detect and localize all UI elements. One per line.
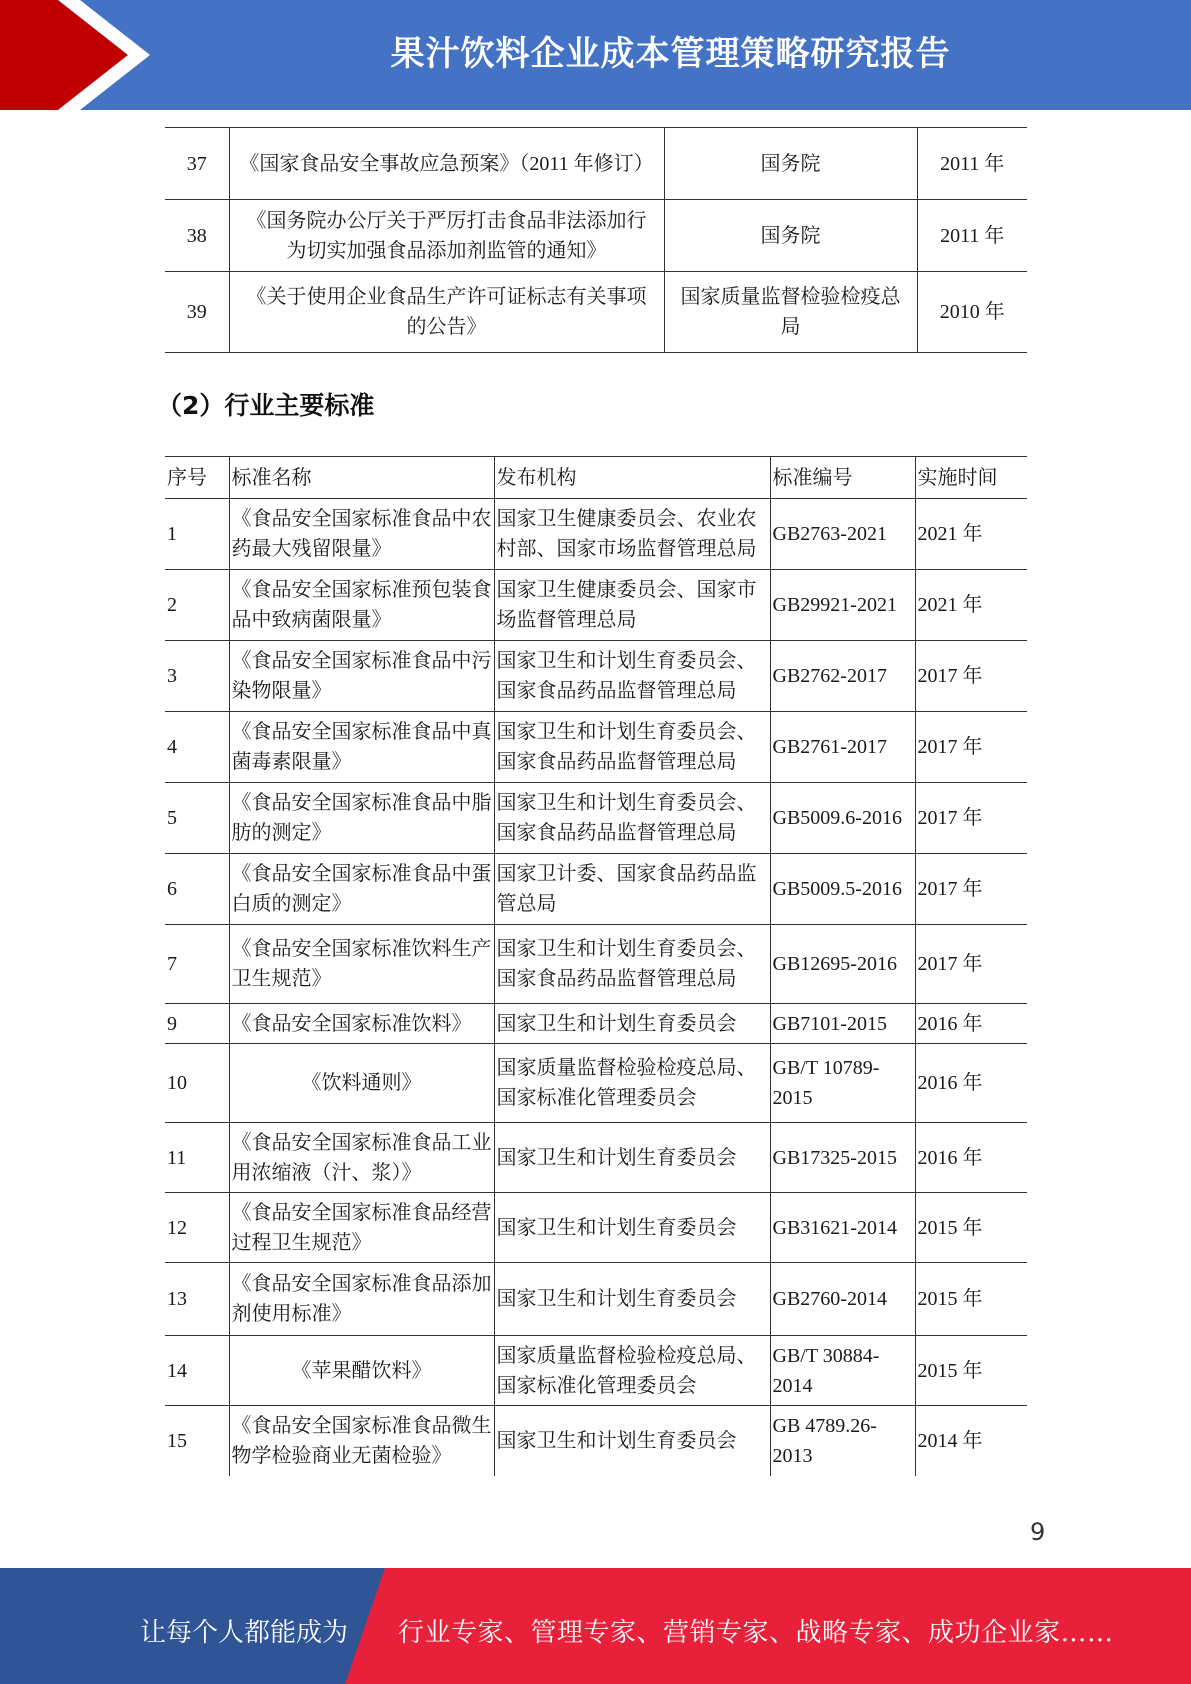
row-code: GB2760-2014 [770, 1263, 915, 1336]
row-code: GB 4789.26-2013 [770, 1406, 915, 1476]
row-name: 《食品安全国家标准食品添加剂使用标准》 [229, 1263, 494, 1336]
row-name: 《食品安全国家标准食品中污染物限量》 [229, 641, 494, 712]
row-date: 2021 年 [915, 499, 1027, 570]
header-no: 序号 [165, 457, 229, 499]
row-org: 国家卫生和计划生育委员会、国家食品药品监督管理总局 [494, 712, 770, 783]
row-name: 《食品安全国家标准食品微生物学检验商业无菌检验》 [229, 1406, 494, 1476]
row-code: GB7101-2015 [770, 1004, 915, 1044]
table-row [165, 854, 1027, 925]
row-no: 9 [165, 1004, 229, 1044]
row-date: 2016 年 [915, 1123, 1027, 1193]
row-org: 国家卫生健康委员会、农业农村部、国家市场监督管理总局 [494, 499, 770, 570]
row-org: 国家卫生和计划生育委员会 [494, 1193, 770, 1263]
row-code: GB5009.5-2016 [770, 854, 915, 925]
row-name: 《食品安全国家标准食品中脂肪的测定》 [229, 783, 494, 854]
row-date: 2017 年 [915, 641, 1027, 712]
table-row [165, 925, 1027, 1004]
row-code: GB2761-2017 [770, 712, 915, 783]
row-name: 《关于使用企业食品生产许可证标志有关事项的公告》 [229, 272, 664, 353]
row-code: GB29921-2021 [770, 570, 915, 641]
row-date: 2015 年 [915, 1336, 1027, 1406]
row-no: 7 [165, 925, 229, 1004]
row-date: 2017 年 [915, 783, 1027, 854]
table-row [165, 1123, 1027, 1193]
row-name: 《国务院办公厅关于严厉打击食品非法添加行为切实加强食品添加剂监管的通知》 [229, 200, 664, 272]
row-org: 国家卫生和计划生育委员会 [494, 1406, 770, 1476]
row-no: 11 [165, 1123, 229, 1193]
row-org: 国家卫生和计划生育委员会 [494, 1123, 770, 1193]
row-no: 10 [165, 1044, 229, 1123]
row-date: 2017 年 [915, 712, 1027, 783]
section-title: （2）行业主要标准 [157, 391, 375, 420]
row-name: 《食品安全国家标准饮料》 [229, 1004, 494, 1044]
header-org: 发布机构 [494, 457, 770, 499]
table-row [165, 1263, 1027, 1336]
table-row [165, 200, 1027, 272]
row-date: 2017 年 [915, 925, 1027, 1004]
header-code: 标准编号 [770, 457, 915, 499]
row-no: 4 [165, 712, 229, 783]
row-org: 国家卫生和计划生育委员会、国家食品药品监督管理总局 [494, 641, 770, 712]
row-org: 国务院 [664, 128, 917, 200]
row-code: GB5009.6-2016 [770, 783, 915, 854]
row-org: 国家卫生和计划生育委员会、国家食品药品监督管理总局 [494, 783, 770, 854]
row-org: 国务院 [664, 200, 917, 272]
table-row [165, 1336, 1027, 1406]
table-row [165, 1406, 1027, 1476]
footer-left-text: 让每个人都能成为 [140, 1618, 349, 1648]
header-name: 标准名称 [229, 457, 494, 499]
page-number: 9 [1030, 1518, 1046, 1546]
row-code: GB/T 10789-2015 [770, 1044, 915, 1123]
row-date: 2017 年 [915, 854, 1027, 925]
row-year: 2011 年 [917, 200, 1027, 272]
row-code: GB2763-2021 [770, 499, 915, 570]
regulations-table [165, 127, 1027, 353]
table-row [165, 1193, 1027, 1263]
row-name: 《食品安全国家标准食品中真菌毒素限量》 [229, 712, 494, 783]
row-date: 2016 年 [915, 1004, 1027, 1044]
table-row [165, 641, 1027, 712]
header-date: 实施时间 [915, 457, 1027, 499]
row-no: 39 [165, 272, 229, 353]
row-no: 6 [165, 854, 229, 925]
row-code: GB/T 30884-2014 [770, 1336, 915, 1406]
row-name: 《食品安全国家标准饮料生产卫生规范》 [229, 925, 494, 1004]
row-no: 38 [165, 200, 229, 272]
row-no: 12 [165, 1193, 229, 1263]
table-row [165, 1044, 1027, 1123]
row-no: 2 [165, 570, 229, 641]
table-row [165, 783, 1027, 854]
table-row [165, 1004, 1027, 1044]
row-date: 2021 年 [915, 570, 1027, 641]
row-org: 国家卫生和计划生育委员会 [494, 1004, 770, 1044]
row-no: 1 [165, 499, 229, 570]
row-no: 3 [165, 641, 229, 712]
row-no: 37 [165, 128, 229, 200]
row-org: 国家质量监督检验检疫总局 [664, 272, 917, 353]
table-row [165, 272, 1027, 353]
footer-right-text: 行业专家、管理专家、营销专家、战略专家、成功企业家…… [398, 1618, 1114, 1648]
row-date: 2014 年 [915, 1406, 1027, 1476]
row-date: 2016 年 [915, 1044, 1027, 1123]
row-name: 《食品安全国家标准预包装食品中致病菌限量》 [229, 570, 494, 641]
table-row [165, 499, 1027, 570]
row-no: 15 [165, 1406, 229, 1476]
row-date: 2015 年 [915, 1263, 1027, 1336]
standards-table [165, 456, 1027, 1476]
table-header-row [165, 457, 1027, 499]
row-code: GB2762-2017 [770, 641, 915, 712]
row-year: 2010 年 [917, 272, 1027, 353]
table-row [165, 128, 1027, 200]
row-name: 《苹果醋饮料》 [229, 1336, 494, 1406]
row-name: 《食品安全国家标准食品经营过程卫生规范》 [229, 1193, 494, 1263]
row-name: 《食品安全国家标准食品中蛋白质的测定》 [229, 854, 494, 925]
row-no: 5 [165, 783, 229, 854]
table-row [165, 712, 1027, 783]
row-name: 《国家食品安全事故应急预案》（2011 年修订） [229, 128, 664, 200]
row-no: 13 [165, 1263, 229, 1336]
row-org: 国家卫计委、国家食品药品监管总局 [494, 854, 770, 925]
row-code: GB17325-2015 [770, 1123, 915, 1193]
row-org: 国家质量监督检验检疫总局、国家标准化管理委员会 [494, 1044, 770, 1123]
row-date: 2015 年 [915, 1193, 1027, 1263]
row-code: GB12695-2016 [770, 925, 915, 1004]
row-name: 《食品安全国家标准食品中农药最大残留限量》 [229, 499, 494, 570]
row-org: 国家卫生健康委员会、国家市场监督管理总局 [494, 570, 770, 641]
row-year: 2011 年 [917, 128, 1027, 200]
row-no: 14 [165, 1336, 229, 1406]
row-name: 《饮料通则》 [229, 1044, 494, 1123]
row-name: 《食品安全国家标准食品工业用浓缩液（汁、浆）》 [229, 1123, 494, 1193]
row-org: 国家质量监督检验检疫总局、国家标准化管理委员会 [494, 1336, 770, 1406]
row-code: GB31621-2014 [770, 1193, 915, 1263]
table-row [165, 570, 1027, 641]
row-org: 国家卫生和计划生育委员会 [494, 1263, 770, 1336]
row-org: 国家卫生和计划生育委员会、国家食品药品监督管理总局 [494, 925, 770, 1004]
header-title: 果汁饮料企业成本管理策略研究报告 [390, 34, 951, 74]
